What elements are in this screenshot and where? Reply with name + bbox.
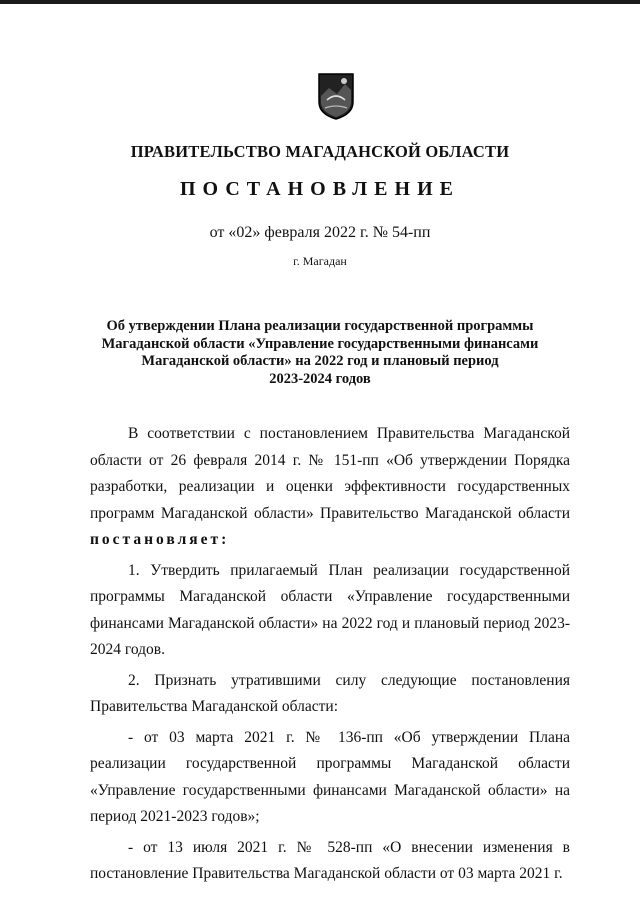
subject-line: Магаданской области» на 2022 год и плановый период	[141, 353, 499, 369]
date-number-line: от «02» февраля 2022 г. № 54-пп	[209, 224, 431, 241]
item-2-paragraph: 2. Признать утратившими силу следующие постановления Правительства Магаданской области:	[90, 671, 570, 715]
preamble-paragraph	[90, 421, 570, 554]
subject-line: Магаданской области «Управление государственными финансами	[101, 335, 539, 352]
subject-line: Об утверждении Плана реализации государственной программы	[106, 318, 534, 334]
decree-word: постановляет	[90, 531, 222, 548]
government-title: ПРАВИТЕЛЬСТВО МАГАДАНСКОЙ ОБЛАСТИ	[130, 142, 510, 161]
coat-of-arms-icon	[317, 72, 355, 120]
document-body	[90, 421, 570, 892]
subject-line: 2023-2024 годов	[269, 370, 371, 387]
decree-colon: :	[221, 531, 227, 548]
item-2b-paragraph: - от 13 июля 2021 г. № 528-пп «О внесении изменения в постановление Правительства Магаданской области от 03 марта 2021 г.	[90, 838, 570, 882]
preamble-text: В соответствии с постановлением Правительства Магаданской области от 26 февраля 2014 г. № 151-пп «Об утверждении Порядка разработки, реализации и оценки эффективности государственных программ Магаданской области» Правительство Магаданской области	[90, 425, 570, 522]
item-1-paragraph: 1. Утвердить прилагаемый План реализации государственной программы Магаданской области «Управление государственными финансами Магаданской области» на 2022 год и плановый период 2023-2024 годов.	[90, 561, 570, 658]
city-name: г. Магадан	[293, 254, 347, 268]
top-border-line	[0, 0, 640, 4]
item-2a-paragraph: - от 03 марта 2021 г. № 136-пп «Об утверждении Плана реализации государственной программы Магаданской области «Управление государственными финансами Магаданской области» на период 2021-2023 годов»;	[90, 728, 570, 825]
document-type: ПОСТАНОВЛЕНИЕ	[180, 178, 460, 200]
document-subject	[70, 318, 570, 388]
